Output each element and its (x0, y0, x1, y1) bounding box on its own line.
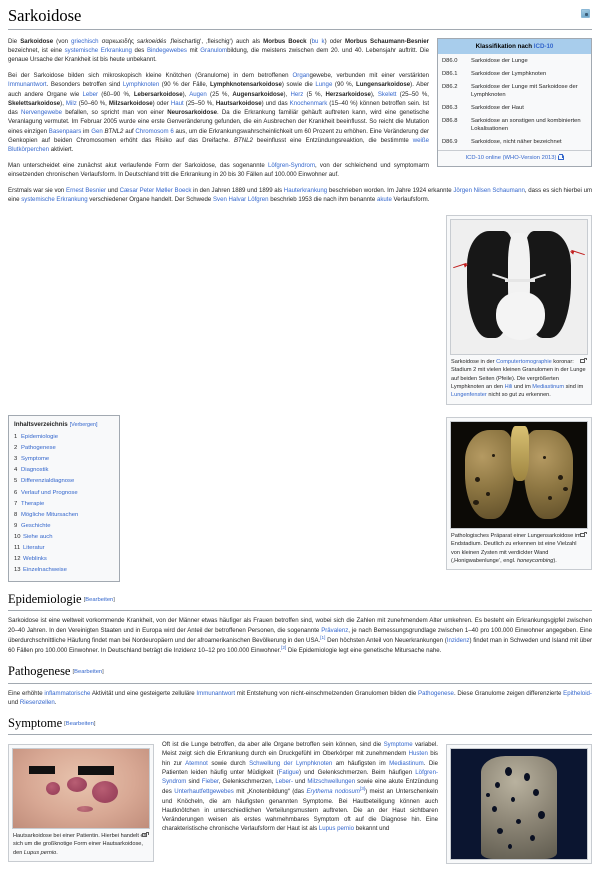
text: Man unterscheidet eine zunächst akut verlaufende Form der Sarkoidose, das sogenannte (8, 161, 268, 169)
text: (25–50 %, (396, 90, 429, 98)
link-gen[interactable]: Gen (91, 127, 103, 135)
toc-header (14, 420, 114, 429)
link-mediastinum[interactable]: Mediastinum (532, 383, 565, 390)
term-lebersarkoidose: Lebersarkoidose (133, 90, 183, 98)
icd10-online-link[interactable]: ICD-10 online (WHO-Version 2013) (465, 154, 557, 161)
heart-shape (496, 292, 545, 340)
toc-number: 5 (14, 478, 18, 485)
text: bis hin zur (162, 750, 438, 767)
pathology-lung-left (465, 430, 514, 519)
link-atemnot[interactable]: Atemnot (185, 759, 208, 767)
text: Sarkoidose in der (451, 358, 497, 365)
term-milzsarkoidose: Milzsarkoidose (108, 99, 153, 107)
toc-item-epidemiologie[interactable] (14, 432, 114, 443)
pathology-specimen-image[interactable] (450, 421, 588, 529)
toc-item-literatur[interactable] (14, 543, 114, 554)
toc-number: 9 (14, 522, 18, 529)
toc-label[interactable]: Verlauf und Prognose (21, 489, 78, 496)
text: (90 % der Fälle, (159, 81, 211, 89)
text: , Gelenkschmerzen, (218, 778, 276, 786)
link-bindegewebe[interactable]: Bindegewebes (146, 47, 187, 55)
cyst-spot (543, 456, 546, 459)
link-epitheloid[interactable]: Epitheloid- (563, 689, 592, 697)
text: am häufigsten im (332, 759, 390, 767)
link-leber[interactable]: Leber (82, 90, 99, 98)
link-hili[interactable]: Hili (504, 383, 513, 390)
link-lupus-pernio[interactable]: Lupus pernio (318, 825, 355, 833)
text: ) oder (152, 99, 171, 107)
lupus-pernio-thumbnail[interactable] (8, 744, 154, 862)
text: ) sowie die (281, 81, 316, 89)
table-row (438, 115, 591, 136)
text: Die (8, 37, 21, 45)
link-milzschwellungen[interactable]: Milzschwellungen (307, 778, 356, 786)
text: ) findet man in Schweden und Island mit über 60 Fällen pro 100.000 Einwohner. In Deutschland beträgt die Inzidenz 10–12 pro 100.000 Einwohner. (8, 637, 592, 655)
link-pathogenese[interactable]: Pathogenese (418, 689, 454, 697)
icd-code: D86.1 (442, 70, 458, 77)
link-caesar-boeck[interactable]: Cæsar Peter Møller Boeck (119, 186, 192, 194)
text: gewebe, verbunden mit einer verstärkten (309, 72, 429, 80)
toc-number: 10 (14, 533, 21, 540)
icd-code-table (438, 55, 591, 149)
term-augensarkoidose: Augensarkoidose (232, 90, 284, 98)
toc-number: 6 (14, 489, 18, 496)
text: , dass es sich hierbei um eine (8, 186, 593, 204)
link-systemische-erkrankung[interactable]: systemische Erkrankung (64, 47, 132, 55)
link-akute-verlaufsform[interactable]: akute (376, 196, 392, 204)
privacy-bar-left (29, 766, 55, 774)
text: und im (512, 383, 533, 390)
link-knochenmark[interactable]: Knochenmark (289, 99, 328, 107)
cyst-hole (492, 806, 497, 812)
toc-label[interactable]: Geschichte (21, 522, 51, 529)
text: (5 %, (303, 90, 326, 98)
infobox-footer (438, 150, 591, 166)
icd-label: Sarkoidose der Lunge mit Sarkoidose der Lymphknoten (471, 83, 578, 99)
heading-text: Pathogenese (8, 664, 71, 679)
pathology-lung-right (524, 430, 573, 519)
lesion-lip (77, 806, 93, 812)
link-lunge[interactable]: Lunge (315, 81, 333, 89)
toc-label[interactable]: Differenzialdiagnose (21, 478, 75, 485)
text: sowie durch (207, 759, 250, 767)
link-immunantwort[interactable]: Immunantwort (196, 689, 236, 697)
text-italic: Lupus pernio (23, 849, 57, 856)
reference-1[interactable]: [1] (320, 634, 326, 640)
text: . Die Patienten leiden häufig unter Müdigkeit ( (162, 759, 438, 776)
link-loefgren-syndrom[interactable]: Löfgren-Syndrom (267, 161, 316, 169)
external-link-icon (558, 154, 563, 159)
text: sind (186, 778, 202, 786)
text: , je nach Bemessungsgrundlage zwischen 1–40 pro 100.000 Einwohner angegeben. Eine überdurchschnittliche Häufung findet man bei Nordeuropäern und der afroamerikanischen Bevölkerung in den USA. (8, 626, 592, 645)
toc-item-diagnostik[interactable] (14, 465, 114, 476)
link-inflammatorisch[interactable]: inflammatorische (44, 689, 91, 697)
reference-2[interactable]: [2] (281, 645, 287, 651)
edit-section-link[interactable] (84, 597, 115, 603)
text: Sarkoidose ist eine weltweit vorkommende Krankheit, von der Männer etwas häufiger als Frauen betroffen sind, wobei sich die Zahlen mit zunehmendem Alter umkehren. Es besteht ein Erkrankungsgipfel zwischen 20–40 Jahren. In den Vereinigten Staaten und in Europa wird der Anteil der betroffenen Personen, die sogenannte (8, 617, 592, 634)
table-of-contents (8, 415, 120, 582)
icd-label: Sarkoidose, nicht näher bezeichnet (471, 139, 562, 146)
pathology-airway (511, 426, 529, 481)
icd-code: D86.9 (442, 139, 458, 146)
text: σαρκωειδής (98, 37, 137, 45)
heading-pathogenese (8, 662, 592, 684)
text: verschiedener Organe handelt. Der Schwede (87, 196, 213, 204)
term-lungensarkoidose: Lungensarkoidose (355, 81, 411, 89)
text: beeinflusst eine Entzündungsreaktion, die bestimmte (252, 136, 413, 144)
text: ) meist an Unterschenkeln und Knöcheln, die am häufigsten genannten Symptome. Bei Hautbeteiligung können auch Hautknötchen in unterschiedlichen Verteilungsmustern auftreten. Die an der Haut sichtbaren Veränderungen weisen als erstes wahrnehmbares Symptom oft auf die Diagnose hin. Eine charakteristische chronische Verlaufsform der Haut ist als (162, 788, 438, 833)
epidemiologie-paragraph (8, 616, 592, 655)
toc-number: 8 (14, 511, 18, 518)
link-hauterkrankung[interactable]: Hauterkrankung (283, 186, 328, 194)
toc-list (14, 432, 114, 576)
toc-number: 1 (14, 434, 18, 441)
text: Bei der Sarkoidose bilden sich mikroskopisch kleine Knötchen (Granulome) in dem betroffenen (8, 72, 293, 80)
link-praevalenz[interactable]: Prävalenz (321, 626, 349, 634)
edit-label[interactable]: Bearbeiten (74, 669, 103, 676)
text: mit Entstehung von nicht-einschmelzenden Granulomen bilden die (235, 689, 419, 697)
infobox-heading (438, 39, 591, 54)
text: (15–40 %) können betroffen sein. Ist das (8, 99, 430, 117)
bracket: [ (72, 669, 75, 676)
link-chromosom-6[interactable]: Chromosom 6 (135, 127, 174, 135)
link-granulom[interactable]: Granulom (200, 47, 228, 55)
privacy-bar-right (78, 766, 114, 775)
text: Verlaufsform. (391, 196, 430, 204)
term-skelettsarkoidose: Skelettsarkoidose (8, 99, 61, 107)
edit-section-link[interactable] (72, 669, 103, 675)
edit-label[interactable]: Bearbeiten (65, 720, 94, 727)
link-erythema-nodosum[interactable]: Erythema nodosum (306, 788, 360, 796)
bracket: [ (83, 596, 86, 603)
gene-btnl2: BTNL2 (102, 127, 124, 135)
text: ‚fleischartig‘, ‚fleischig‘) auch als (166, 37, 264, 45)
table-row (438, 81, 591, 102)
cyst-spot (492, 454, 495, 457)
link-husten[interactable]: Husten (408, 750, 428, 758)
text: mit (186, 47, 201, 55)
text: Erstmals war sie von (8, 186, 66, 194)
heading-text: Symptome (8, 715, 63, 730)
ct-coronal-thumbnail[interactable] (446, 215, 592, 405)
icd-label: Sarkoidose an sonstigen und kombinierten Lokalisationen (471, 117, 581, 133)
text: Pathologisches Präparat einer Lungensarkoidose im Endstadium. Deutlich zu erkennen ist eine Vielzahl von kleinen Zysten mit verdickter Wand (‚Honigwabenlunge‘, engl. (451, 532, 581, 564)
link-fieber[interactable]: Fieber (201, 778, 219, 786)
text: ). (553, 557, 557, 564)
text: bezeichnet, ist eine (8, 47, 65, 55)
cyst-hole (533, 789, 539, 796)
text: nicht so gut zu erkennen. (486, 392, 551, 399)
toc-number: 11 (14, 544, 21, 551)
link-augen[interactable]: Augen (189, 90, 207, 98)
table-row (438, 68, 591, 81)
icd-code: D86.0 (442, 58, 458, 65)
text: ) und Gelenkschmerzen. Beim häufigen (298, 768, 416, 776)
link-pronunciation[interactable]: bu k (311, 37, 325, 45)
term-neurosarkoidose: Neurosarkoidose (167, 109, 217, 117)
lesion-cheek-right (92, 781, 118, 803)
text: . Diese Granulome zeigen differenzierte (453, 689, 564, 697)
link-systemische-erkrankung[interactable]: systemische Erkrankung (21, 196, 88, 204)
heading-text: Epidemiologie (8, 591, 82, 606)
text: auf (123, 127, 136, 135)
link-inzidenz[interactable]: Inzidenz (446, 637, 470, 645)
toc-label[interactable]: Einzelnachweise (23, 566, 67, 573)
text: Die Epidemiologie legt eine genetische Mitursache nahe. (286, 647, 442, 655)
table-row (438, 136, 591, 149)
link-unterhautfettgewebe[interactable]: Unterhautfettgewebes (174, 788, 234, 796)
magnify-icon[interactable] (580, 532, 587, 538)
lung-section-thumbnail[interactable] (446, 744, 592, 864)
title-row (8, 6, 592, 30)
term-morbus-schaumann-besnier: Morbus Schaumann-Besnier (344, 37, 429, 45)
text: Hautsarkoidose bei einer Patientin. Hierbei handelt es sich um die großknotige Form einer Hautsarkoidose, den (13, 833, 147, 856)
icd-code: D86.3 (442, 104, 458, 111)
edit-label[interactable]: Bearbeiten (85, 596, 114, 603)
icd-label: Sarkoidose der Haut (471, 104, 524, 111)
link-lungenfenster[interactable]: Lungenfenster (451, 392, 487, 399)
text: Eine erhöhte (8, 689, 45, 697)
page-image-icon[interactable] (581, 9, 590, 18)
link-loefgren-syndrom[interactable]: Löfgren-Syndrom (162, 768, 438, 786)
text: mit „Knotenbildung“ (das (233, 788, 307, 796)
text-italic: sarkoeidés (137, 37, 167, 45)
link-nervengewebe[interactable]: Nervengewebe (21, 109, 63, 117)
text: ( (306, 37, 312, 45)
text: und (8, 698, 20, 706)
text-italic: honeycombing (516, 557, 554, 564)
link-fatigue[interactable]: Fatigue (278, 768, 299, 776)
toc-label[interactable]: Epidemiologie (21, 434, 59, 441)
toc-title: Inhaltsverzeichnis (14, 420, 68, 428)
text: ), (60, 99, 66, 107)
ct-coronal-caption (450, 355, 588, 401)
bracket: ] (113, 596, 115, 603)
link-herz[interactable]: Herz (290, 90, 304, 98)
icd-code: D86.8 (442, 117, 458, 124)
cyst-spot (548, 496, 552, 500)
cyst-hole (538, 811, 545, 819)
toc-item-siehe-auch[interactable] (14, 532, 114, 543)
infobox-heading-prefix: Klassifikation nach (475, 42, 534, 50)
toc-item-verlauf-und-prognose[interactable] (14, 487, 114, 498)
link-loefgren[interactable]: Sven Halvar Löfgren (212, 196, 269, 204)
toc-number: 2 (14, 445, 18, 452)
term-herzsarkoidose: Herzsarkoidose (325, 90, 371, 98)
text: ) oder (324, 37, 345, 45)
link-ernest-besnier[interactable]: Ernest Besnier (66, 186, 106, 194)
toc-label[interactable]: Siehe auch (23, 533, 53, 540)
text: sowie eine akute Entzündung des (162, 778, 438, 796)
text: (50–60 %, (76, 99, 109, 107)
toc-item-therapie[interactable] (14, 499, 114, 510)
toc-label[interactable]: Therapie (21, 500, 45, 507)
gene-btnl2: BTNL2 (233, 136, 253, 144)
bracket: ] (102, 669, 104, 676)
text: , von der schleichend und symptomarm einsetzenden chronischen Verlaufsform. In Deutschland tritt die Erkrankung in 20 bis 30 Fällen auf 100.000 Einwohner auf. (8, 161, 429, 179)
icd-label: Sarkoidose der Lymphknoten (471, 70, 547, 77)
text: Oft ist die Lunge betroffen, da aber alle Organe betroffen sein können, sind die (162, 741, 384, 749)
cyst-spot (558, 475, 563, 480)
text: ), (182, 90, 190, 98)
text: . Da die Erkrankung familiär gehäuft auftreten kann, wird eine genetische Veranlagung vermutet. Im Februar 2005 wurde eine erste Genveränderung gefunden, die ein Ausbrechen der Krankheit beeinflusst. So reicht die Mutation eines einzigen (8, 109, 429, 135)
reference-3[interactable]: [3] (360, 786, 366, 792)
text: variabel. Meist zeigt sich die Erkrankung durch ein Druckgefühl im Oberkörper mit zunehmendem (162, 741, 438, 758)
heading-epidemiologie (8, 590, 592, 612)
link-computertomographie[interactable]: Computertomographie (496, 358, 552, 365)
toc-item-pathogenese[interactable] (14, 443, 114, 454)
text: (25–50 %, (183, 99, 216, 107)
cyst-hole (508, 844, 512, 849)
lesion-cheek-left (46, 782, 60, 795)
link-organ[interactable]: Organ (292, 72, 310, 80)
text: (25 %, (206, 90, 233, 98)
link-schwellung-lymphknoten[interactable]: Schwellung der Lymphknoten (249, 759, 333, 767)
toc-number: 12 (14, 555, 21, 562)
icd-code: D86.2 (442, 83, 458, 90)
text: . (54, 698, 57, 706)
link-lymphknoten[interactable]: Lymphknoten (122, 81, 160, 89)
text: und (106, 186, 120, 194)
text: Aktivität und eine gesteigerte zelluläre (90, 689, 197, 697)
page-title: Sarkoidose (8, 6, 82, 25)
link-leber[interactable]: Leber- (275, 778, 293, 786)
link-immunantwort[interactable]: Immunantwort (8, 81, 47, 89)
text: Den höchsten Anteil von Neuerkrankungen ( (325, 637, 447, 645)
link-griechisch[interactable]: griechisch (71, 37, 99, 45)
toc-label[interactable]: Weblinks (23, 555, 47, 562)
toc-item-einzelnachweise[interactable] (14, 565, 114, 576)
cyst-hole (530, 835, 535, 841)
toc-label[interactable]: Pathogenese (21, 445, 56, 452)
toc-item-geschichte[interactable] (14, 521, 114, 532)
magnify-icon[interactable] (142, 832, 149, 838)
edit-section-link[interactable] (64, 721, 95, 727)
toc-hide-toggle[interactable]: [Verbergen] (69, 421, 98, 428)
toc-item-symptome[interactable] (14, 454, 114, 465)
bracket: ] (93, 720, 96, 727)
toc-item-weblinks[interactable] (14, 554, 114, 565)
text: . (56, 849, 58, 856)
cyst-spot (473, 500, 479, 505)
bracket: [ (64, 720, 66, 727)
icd10-link[interactable]: ICD-10 (533, 42, 554, 50)
text: (90 %, (332, 81, 356, 89)
term-lymphknotensarkoidose: Lymphknotensarkoidose (210, 81, 282, 89)
toc-item-moegliche-mitursachen[interactable] (14, 510, 114, 521)
text: ), (283, 90, 291, 98)
text: . Besonders betroffen sind (46, 81, 123, 89)
link-mediastinum[interactable]: Mediastinum (389, 759, 424, 767)
pathogenese-paragraph (8, 689, 592, 708)
text: sind im (564, 383, 584, 390)
article-content (8, 37, 593, 856)
link-basenpaar[interactable]: Basenpaars (48, 127, 82, 135)
pathology-specimen-caption (450, 529, 588, 567)
toc-label[interactable]: Symptome (21, 456, 50, 463)
text: ). Aber auch andere Organe wie (8, 81, 430, 98)
text: aktiviert. (49, 146, 74, 154)
toc-label[interactable]: Diagnostik (21, 467, 49, 474)
text: beschrieben worden. Im Jahre 1924 erkannte (327, 186, 454, 194)
text: koronar: Stadium 2 mit vielen kleinen Granulomen in der Lunge auf beiden Seiten (Pfeile). Die vergrößerten Lymphknoten an den (451, 358, 586, 390)
text: beschrieb 1953 die nach ihm benannte (268, 196, 377, 204)
text: (von (53, 37, 72, 45)
term-hautsarkoidose: Hautsarkoidose (215, 99, 262, 107)
toc-number: 4 (14, 467, 18, 474)
link-milz[interactable]: Milz (65, 99, 77, 107)
text: ), (370, 90, 378, 98)
link-symptome[interactable]: Symptome (383, 741, 413, 749)
toc-number: 3 (14, 456, 18, 463)
icd-classification-infobox (437, 38, 592, 167)
link-haut[interactable]: Haut (170, 99, 184, 107)
pathology-specimen-thumbnail[interactable] (446, 417, 592, 571)
toc-label[interactable]: Mögliche Mitursachen (21, 511, 79, 518)
text: im (81, 127, 92, 135)
term-sarkoidose: Sarkoidose (20, 37, 54, 45)
text: bekannt und (354, 825, 390, 833)
heading-symptome (8, 714, 592, 736)
link-skelett[interactable]: Skelett (377, 90, 397, 98)
table-row (438, 102, 591, 115)
toc-number: 7 (14, 500, 18, 507)
text: in den Jahren 1889 und 1899 als (191, 186, 284, 194)
link-riesenzellen[interactable]: Riesenzellen (19, 698, 55, 706)
lead-paragraph-4 (8, 186, 592, 205)
term-morbus-boeck: Morbus Boeck (263, 37, 307, 45)
cyst-hole (495, 782, 500, 788)
link-schaumann[interactable]: Jörgen Nilsen Schaumann (453, 186, 525, 194)
table-row (438, 55, 591, 68)
text: (60–90 %, (98, 90, 134, 98)
ct-coronal-image[interactable] (450, 219, 588, 355)
magnify-icon[interactable] (580, 358, 587, 364)
icd-label: Sarkoidose der Lunge (471, 58, 528, 65)
text: und (292, 778, 308, 786)
toc-item-differenzialdiagnose[interactable] (14, 476, 114, 487)
text: bildung, die meistens zwischen dem 20. und 40. Lebensjahr auftritt. Die genaue Ursache der Krankheit ist bis heute unbekannt. (8, 47, 429, 64)
text: befallen, so spricht man von einer (62, 109, 168, 117)
text: aus, um die Erkrankungswahrscheinlichkeit um 60 Prozent zu erhöhen. Eine Veränderung der Genkopien auf beiden Chromosomen erhöht das Risiko auf das Dreifache. (8, 127, 430, 144)
text: ) und das (261, 99, 290, 107)
toc-label[interactable]: Literatur (23, 544, 45, 551)
toc-number: 13 (14, 566, 21, 573)
lupus-pernio-image[interactable] (12, 748, 150, 829)
lupus-pernio-caption (12, 829, 150, 858)
lung-section-image[interactable] (450, 748, 588, 860)
text: des (131, 47, 147, 55)
link-weisse-blutkoerperchen[interactable]: weiße Blutkörperchen (8, 136, 430, 154)
